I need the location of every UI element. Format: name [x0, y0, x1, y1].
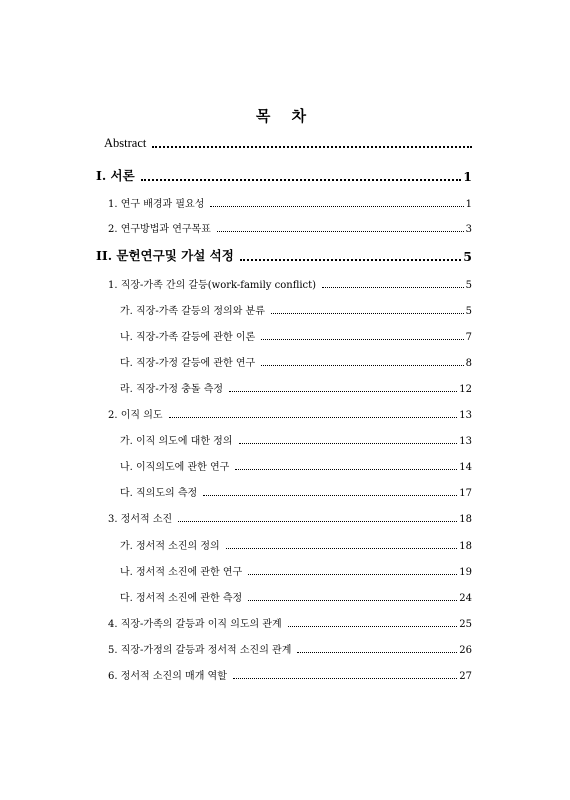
toc-entry-label: 다. 직의도의 측정 [120, 488, 198, 499]
dot-leader [169, 417, 458, 418]
toc-entry-label: 2. 이직 의도 [108, 410, 163, 421]
toc-entry[interactable] [108, 406, 472, 421]
toc-entry-label: 라. 직장-가정 충돌 측정 [120, 384, 224, 395]
toc-entry-label: 나. 이직의도에 관한 연구 [120, 462, 230, 473]
toc-entry-label: 1. 직장-가족 간의 갈등(work-family conflict) [108, 280, 317, 291]
toc-entry-page: 24 [459, 593, 472, 604]
dot-leader [210, 206, 463, 207]
toc-entry[interactable] [120, 302, 472, 317]
toc-entry[interactable] [104, 136, 474, 151]
toc-entry-page: 13 [459, 410, 472, 421]
toc-entry[interactable] [120, 354, 472, 369]
toc-entry-page: 1 [463, 169, 472, 184]
toc-entry-page: 26 [459, 645, 472, 656]
toc-entry-label: 2. 연구방법과 연구목표 [108, 224, 211, 235]
toc-entry-page: 18 [459, 514, 472, 525]
toc-entry[interactable] [120, 432, 472, 447]
toc-entry[interactable] [120, 537, 472, 552]
toc-entry-page: 17 [459, 488, 472, 499]
toc-title: 목 차 [255, 107, 315, 125]
dot-leader [322, 287, 464, 288]
toc-entry[interactable] [120, 458, 472, 473]
toc-entry-page: 12 [459, 384, 472, 395]
toc-entry-page: 1 [465, 199, 472, 210]
toc-entry-page: 7 [465, 332, 472, 343]
dot-leader [233, 678, 457, 679]
toc-entry[interactable] [108, 276, 472, 291]
toc-entry[interactable] [120, 484, 472, 499]
dot-leader [239, 443, 458, 444]
toc-entry-label: I. 서론 [96, 168, 135, 183]
dot-leader [297, 652, 457, 653]
toc-entry-label: 다. 직장-가정 갈등에 관한 연구 [120, 358, 256, 369]
dot-leader [217, 231, 464, 232]
dot-leader [288, 626, 458, 627]
toc-entry[interactable] [120, 563, 472, 578]
dot-leader [261, 339, 463, 340]
toc-entry[interactable] [108, 667, 472, 682]
toc-entry[interactable] [120, 380, 472, 395]
toc-entry-label: 다. 정서적 소진에 관한 측정 [120, 593, 243, 604]
toc-entry-page: 13 [459, 436, 472, 447]
toc-entry-page: 5 [465, 280, 472, 291]
dot-leader [240, 259, 462, 261]
toc-entry-label: Abstract [104, 136, 147, 150]
toc-entry-label: 6. 정서적 소진의 매개 역할 [108, 671, 227, 682]
toc-entry-label: 5. 직장-가정의 갈등과 정서적 소진의 관계 [108, 645, 292, 656]
toc-entry-page: 18 [459, 541, 472, 552]
dot-leader [141, 179, 462, 181]
dot-leader [248, 600, 457, 601]
toc-entry-page: 3 [465, 224, 472, 235]
dot-leader [235, 469, 457, 470]
toc-entry[interactable] [120, 328, 472, 343]
toc-entry-label: 나. 정서적 소진에 관한 연구 [120, 567, 243, 578]
toc-entry-label: 3. 정서적 소진 [108, 514, 173, 525]
toc-entry-label: 가. 정서적 소진의 정의 [120, 541, 220, 552]
toc-entry-page: 19 [459, 567, 472, 578]
dot-leader [203, 495, 457, 496]
dot-leader [229, 391, 457, 392]
toc-entry-page: 25 [459, 619, 472, 630]
dot-leader [152, 146, 472, 148]
toc-entry-page: 5 [463, 249, 472, 264]
toc-entry-label: 나. 직장-가족 갈등에 관한 이론 [120, 332, 256, 343]
dot-leader [271, 313, 464, 314]
dot-leader [178, 521, 457, 522]
toc-entry-page: 8 [465, 358, 472, 369]
dot-leader [248, 574, 457, 575]
toc-entry[interactable] [108, 641, 472, 656]
toc-entry-label: 4. 직장-가족의 갈등과 이직 의도의 관계 [108, 619, 282, 630]
dot-leader [261, 365, 463, 366]
toc-entry[interactable] [108, 510, 472, 525]
toc-entry-label: II. 문헌연구및 가설 석정 [96, 248, 234, 263]
toc-entry-label: 1. 연구 배경과 필요성 [108, 199, 205, 210]
toc-entry[interactable] [96, 246, 472, 264]
toc-entry-label: 가. 직장-가족 갈등의 정의와 분류 [120, 306, 265, 317]
toc-entry-label: 가. 이직 의도에 대한 정의 [120, 436, 233, 447]
toc-entry[interactable] [120, 589, 472, 604]
toc-entry-page: 14 [459, 462, 472, 473]
toc-entry[interactable] [108, 195, 472, 210]
toc-entry-page: 27 [459, 671, 472, 682]
dot-leader [226, 548, 458, 549]
toc-entry-page: 5 [465, 306, 472, 317]
toc-entry[interactable] [96, 166, 472, 184]
toc-entry[interactable] [108, 615, 472, 630]
toc-entry[interactable] [108, 220, 472, 235]
